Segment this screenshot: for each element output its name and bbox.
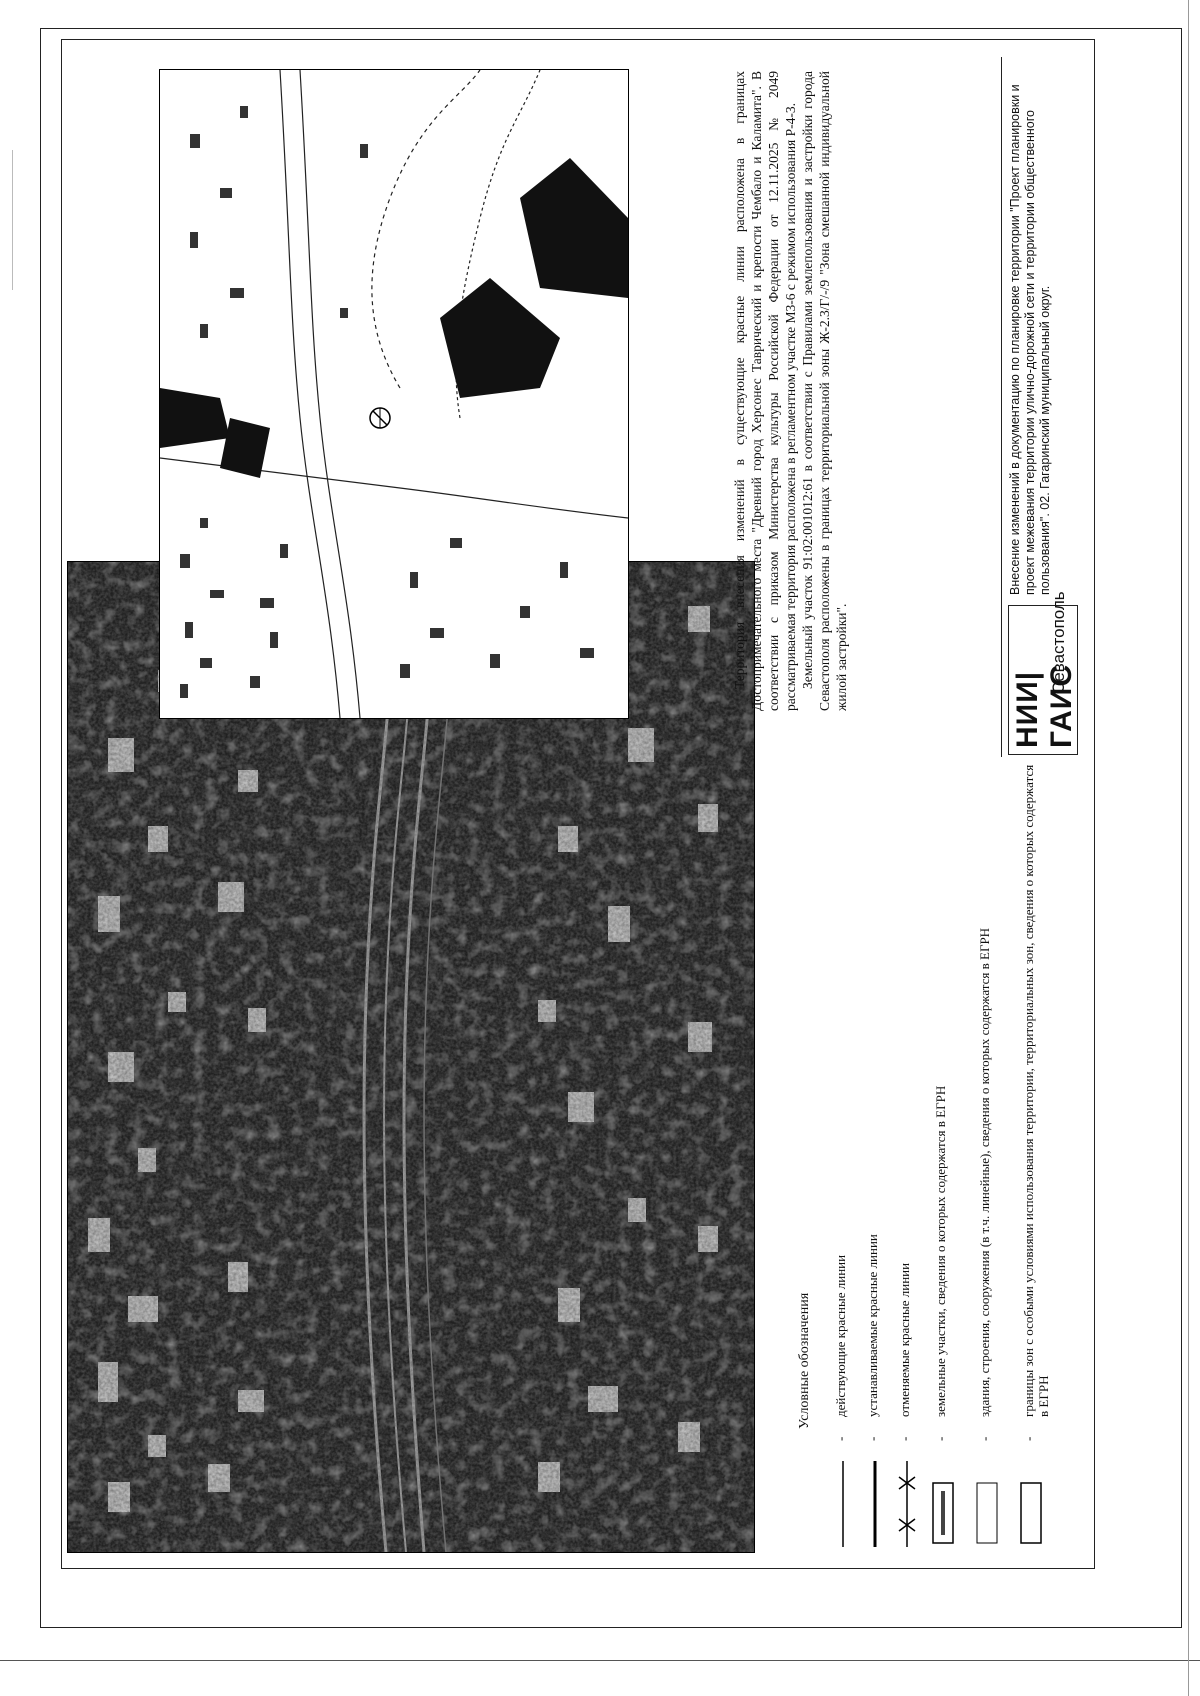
solid-line-symbol	[831, 1459, 855, 1549]
legend-text: устанавливаемые красные линии	[865, 1234, 880, 1417]
legend-dash: -	[933, 1436, 948, 1441]
legend-row-existing	[831, 749, 861, 1549]
legend-text: действующие красные линии	[833, 1254, 848, 1417]
building-box-symbol	[975, 1459, 999, 1549]
logo-sub-text: Севастополь	[1049, 591, 1068, 694]
legend-row-new	[863, 749, 893, 1549]
legend	[797, 749, 1057, 1549]
territory-description	[731, 71, 850, 711]
legend-dash: -	[977, 1436, 992, 1441]
description-paragraph-2: Земельный участок 91:02:001012:61 в соответствии с Правилами землепользования и застройки города Севастополя расположены в границах территориальной зоны Ж-2.3/Г/-/9 "Зона смешанной индивидуальной жилой застройки".	[800, 71, 849, 711]
crossed-line-symbol	[895, 1459, 919, 1549]
thick-line-symbol	[863, 1459, 887, 1549]
target-symbol	[370, 408, 390, 428]
legend-row-zones	[1019, 749, 1049, 1549]
title-stamp	[1001, 57, 1088, 757]
page-right-line	[1188, 0, 1189, 1696]
page-bottom-line	[0, 1660, 1200, 1661]
legend-text: отменяемые красные линии	[897, 1262, 912, 1417]
description-paragraph-1: Территория внесения изменений в существующие красные линии расположена в границах Достопримечательного места "Древний город Херсонес Таврический и крепости Чембало и Каламита". В соответствии с приказом Министерства культуры Российской Федерации от 12.11.2025 № 2049 рассматриваемая территория расположена в регламентном участке М3-6 с режимом использования Р-4-3.	[732, 71, 798, 711]
scan-artifact-line	[12, 150, 13, 290]
niigais-logo	[1008, 591, 1078, 755]
logo-main-text: НИИ|ГАИС	[1011, 663, 1078, 748]
legend-text: границы зон с особыми условиями использования территории, территориальных зон, сведения о которых содержатся в ЕГРН	[1021, 764, 1051, 1417]
legend-dash: -	[897, 1436, 912, 1441]
legend-text: здания, строения, сооружения (в т.ч. линейные), сведения о которых содержатся в ЕГРН	[977, 927, 992, 1417]
schematic-map-graphic	[160, 70, 628, 718]
legend-dash: -	[833, 1436, 848, 1441]
stamp-description: Внесение изменений в документацию по планировке территории "Проект планировки и проект межевания территории улично-дорожной сети и территории общественного пользования". 02. Гагаринский муниципальный округ.	[1008, 84, 1052, 595]
rotated-content	[41, 29, 1183, 1629]
legend-dash: -	[865, 1436, 880, 1441]
legend-dash: -	[1021, 1436, 1036, 1441]
drawing-sheet	[40, 28, 1182, 1628]
parcel-box-symbol	[931, 1459, 955, 1549]
legend-text: земельные участки, сведения о которых содержатся в ЕГРН	[933, 1085, 948, 1417]
zone-box-symbol	[1019, 1459, 1043, 1549]
legend-row-cancelled	[895, 749, 925, 1549]
schematic-map	[159, 69, 629, 719]
legend-row-parcels	[931, 749, 961, 1549]
legend-row-buildings	[975, 749, 1005, 1549]
legend-title: Условные обозначения	[797, 1292, 812, 1429]
